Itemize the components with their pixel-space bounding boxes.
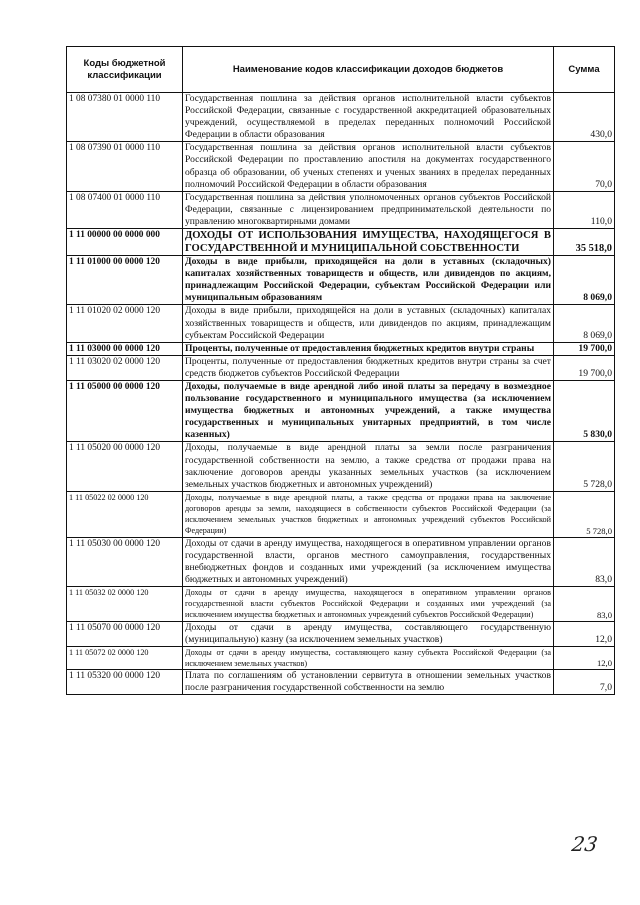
row-name: Доходы от сдачи в аренду имущества, находящегося в оперативном управлении органов государственной власти субъектов Российской Федерации и созданных ими учреждений (за исключением имущества бюджетных и автономных учреждений субъектов Российской Федерации) [183,587,554,622]
table-row [67,537,615,586]
row-sum: 7,0 [554,670,615,695]
row-sum: 8 069,0 [554,256,615,305]
row-name: Проценты, полученные от предоставления бюджетных кредитов внутри страны [183,342,554,355]
table-row-section [67,229,615,256]
row-sum: 5 830,0 [554,380,615,441]
row-code: 1 11 01000 00 0000 120 [67,256,183,305]
row-name: Доходы, получаемые в виде арендной платы за земли после разграничения государственной собственности на землю, а также средства от продажи права на заключение договоров аренды указанных земельных участков (за исключением земельных участков бюджетных и автономных учреждений) [183,442,554,491]
row-name: Доходы от сдачи в аренду имущества, составляющего государственную (муниципальную) казну (за исключением земельных участков) [183,621,554,646]
row-code: 1 08 07400 01 0000 110 [67,191,183,228]
table-header-row [67,47,615,93]
table-row [67,142,615,191]
row-code: 1 11 05032 02 0000 120 [67,587,183,622]
row-sum: 83,0 [554,587,615,622]
row-code: 1 11 05030 00 0000 120 [67,537,183,586]
row-sum: 12,0 [554,621,615,646]
row-sum: 12,0 [554,646,615,669]
budget-classification-table [66,46,615,695]
row-sum: 8 069,0 [554,305,615,342]
table-row [67,305,615,342]
header-name: Наименование кодов классификации доходов бюджетов [183,47,554,93]
row-name: Государственная пошлина за действия уполномоченных органов субъектов Российской Федерации, связанные с лицензированием предпринимательской деятельности по управлению многоквартирными домами [183,191,554,228]
row-code: 1 08 07380 01 0000 110 [67,93,183,142]
row-name: Проценты, полученные от предоставления бюджетных кредитов внутри страны за счет средств бюджетов субъектов Российской Федерации [183,355,554,380]
table-row-group [67,380,615,441]
row-name: Государственная пошлина за действия органов исполнительной власти субъектов Российской Федерации по проставлению апостиля на документах государственного образца об образовании, об ученых степенях и ученых званиях в пределах переданных полномочий Российской Федерации в области образования [183,142,554,191]
row-code: 1 11 05000 00 0000 120 [67,380,183,441]
row-code: 1 11 05072 02 0000 120 [67,646,183,669]
row-name: Доходы, получаемые в виде арендной либо иной платы за передачу в возмездное пользование государственного и муниципального имущества (за исключением имущества бюджетных и автономных учреждений, а также имущества государственных и муниципальных унитарных предприятий, в том числе казенных) [183,380,554,441]
row-code: 1 11 03020 02 0000 120 [67,355,183,380]
row-code: 1 11 05070 00 0000 120 [67,621,183,646]
row-name: ДОХОДЫ ОТ ИСПОЛЬЗОВАНИЯ ИМУЩЕСТВА, НАХОДЯЩЕГОСЯ В ГОСУДАРСТВЕННОЙ И МУНИЦИПАЛЬНОЙ СОБСТВЕННОСТИ [183,229,554,256]
table-row [67,621,615,646]
row-name: Доходы, получаемые в виде арендной платы, а также средства от продажи права на заключение договоров аренды за земли, находящиеся в собственности субъектов Российской Федерации (за исключением земельных участков бюджетных и автономных учреждений субъектов Российской Федерации) [183,491,554,537]
table-row [67,191,615,228]
table-row-group [67,256,615,305]
row-code: 1 11 01020 02 0000 120 [67,305,183,342]
row-sum: 110,0 [554,191,615,228]
row-code: 1 11 05320 00 0000 120 [67,670,183,695]
table-row [67,670,615,695]
table-row [67,646,615,669]
row-code: 1 11 03000 00 0000 120 [67,342,183,355]
row-code: 1 11 00000 00 0000 000 [67,229,183,256]
row-code: 1 08 07390 01 0000 110 [67,142,183,191]
table-row [67,442,615,491]
header-codes: Коды бюджетной классификации [67,47,183,93]
table-row [67,491,615,537]
table-row-group [67,342,615,355]
row-sum: 5 728,0 [554,491,615,537]
row-sum: 19 700,0 [554,355,615,380]
table-row [67,355,615,380]
row-sum: 70,0 [554,142,615,191]
row-name: Государственная пошлина за действия органов исполнительной власти субъектов Российской Федерации, связанные с государственной аккредитацией образовательных учреждений, осуществляемой в пределах переданных полномочий Российской Федерации в области образования [183,93,554,142]
row-name: Доходы в виде прибыли, приходящейся на доли в уставных (складочных) капиталах хозяйственных товариществ и обществ, или дивидендов по акциям, принадлежащим Российской Федерации, субъектам Российской Федерации или муниципальным образованиям [183,256,554,305]
handwritten-page-number: 23 [570,832,600,856]
row-code: 1 11 05020 00 0000 120 [67,442,183,491]
row-sum: 430,0 [554,93,615,142]
row-name: Плата по соглашениям об установлении сервитута в отношении земельных участков после разграничения государственной собственности на землю [183,670,554,695]
header-sum: Сумма [554,47,615,93]
table-row [67,93,615,142]
row-sum: 35 518,0 [554,229,615,256]
row-name: Доходы от сдачи в аренду имущества, находящегося в оперативном управлении органов государственной власти, органов местного самоуправления, государственных внебюджетных фондов и созданных ими учреждений (за исключением имущества бюджетных и автономных учреждений) [183,537,554,586]
budget-table-container [66,46,614,695]
row-code: 1 11 05022 02 0000 120 [67,491,183,537]
row-name: Доходы в виде прибыли, приходящейся на доли в уставных (складочных) капиталах хозяйственных товариществ и обществ, или дивидендов по акциям, принадлежащим субъектам Российской Федерации [183,305,554,342]
row-sum: 83,0 [554,537,615,586]
row-name: Доходы от сдачи в аренду имущества, составляющего казну субъекта Российской Федерации (за исключением земельных участков) [183,646,554,669]
table-row [67,587,615,622]
row-sum: 5 728,0 [554,442,615,491]
row-sum: 19 700,0 [554,342,615,355]
